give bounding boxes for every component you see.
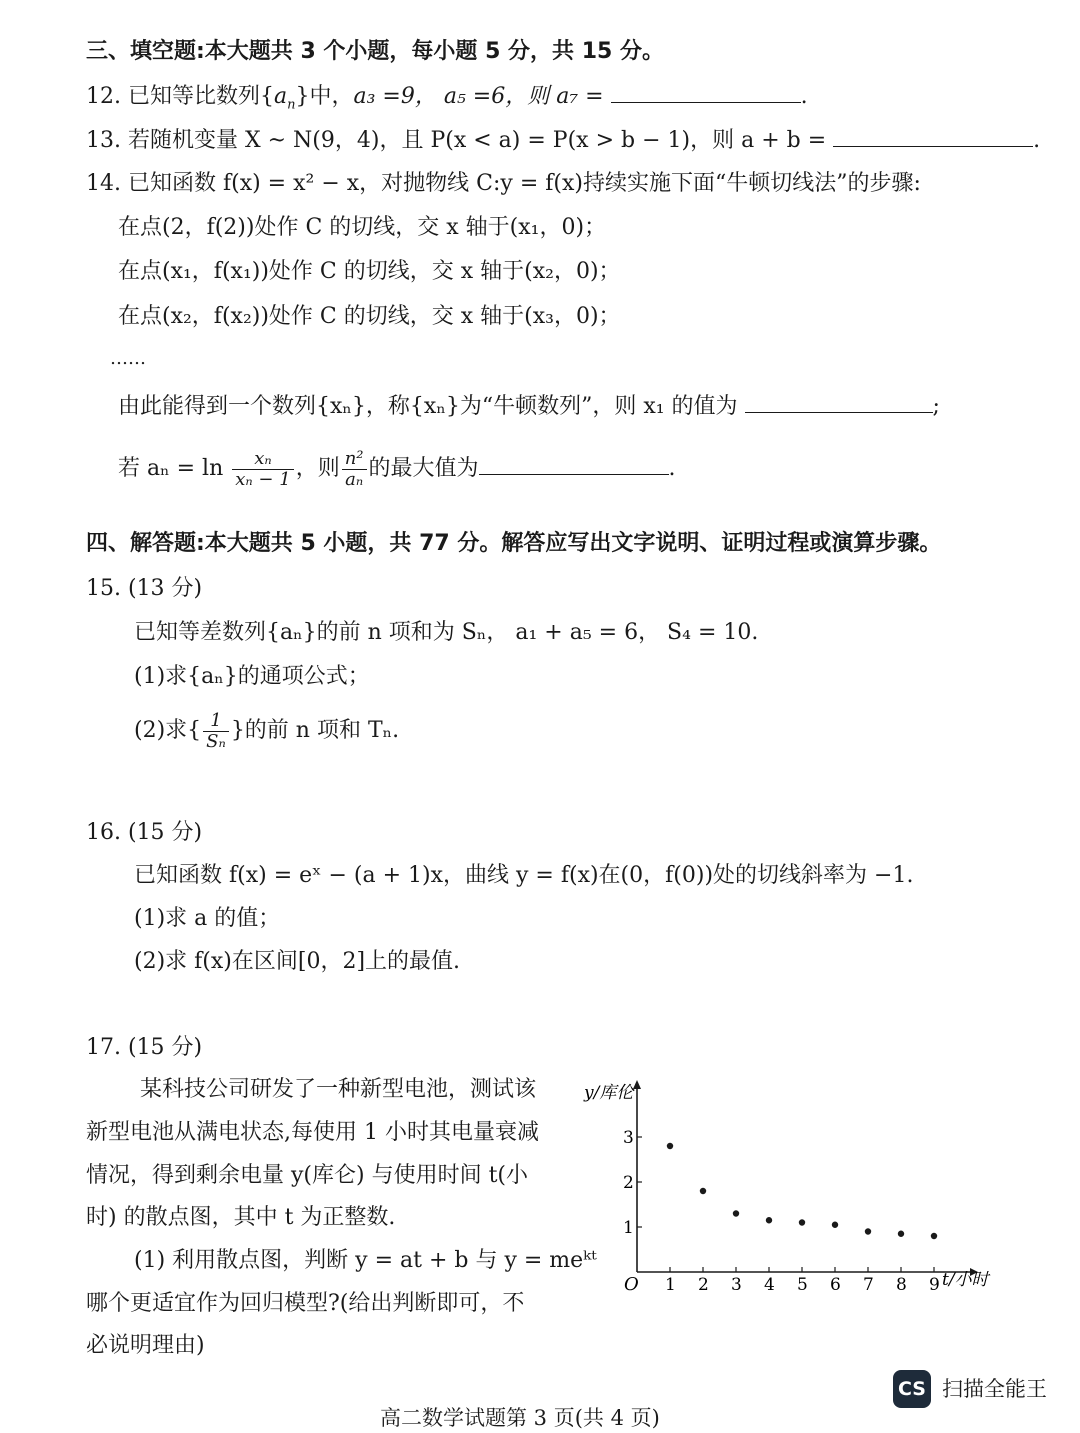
q13-text: 13. 若随机变量 X ~ N(9，4)，且 P(x < a) = P(x > b − 1)，则 a + b = xyxy=(86,128,827,153)
q12-n: n xyxy=(287,97,296,113)
q14-line7 xyxy=(118,446,676,492)
q15-line3-b: }的前 n 项和 Tₙ. xyxy=(230,718,400,743)
chart-marks xyxy=(623,1128,940,1295)
q17-line5: (1) 利用散点图，判断 y = at + b 与 y = meᵏᵗ xyxy=(134,1248,597,1273)
q15-line2: (1)求{aₙ}的通项公式； xyxy=(134,664,370,689)
q14-line7-a: 若 aₙ = ln xyxy=(118,456,224,481)
q15-head: 15. (13 分) xyxy=(86,576,203,601)
q14-line7-b: ，则 xyxy=(295,456,340,481)
x-tick-label: 5 xyxy=(797,1275,808,1295)
chart-axes xyxy=(633,1080,978,1276)
q13-answer-blank[interactable] xyxy=(833,126,1033,147)
q14-line6 xyxy=(118,392,940,421)
q12-condition: a₃ =9， a₅ =6，则 a₇ = xyxy=(353,84,604,109)
y-tick-label: 1 xyxy=(623,1218,634,1238)
x-tick-label: 2 xyxy=(698,1275,709,1295)
q14-line6-end: ; xyxy=(932,394,940,419)
q12-mid: }中， xyxy=(295,84,354,109)
q16-line1: 已知函数 f(x) = eˣ − (a + 1)x，曲线 y = f(x)在(0，f(0))处的切线斜率为 −1. xyxy=(134,863,914,888)
scatter-point xyxy=(733,1210,739,1216)
page-footer: 高二数学试题第 3 页(共 4 页) xyxy=(380,1406,660,1430)
q14-line7-c: 的最大值为 xyxy=(368,456,479,481)
x-axis-label: t/小时 xyxy=(942,1270,989,1290)
question-13 xyxy=(86,126,1040,155)
q15-frac-num: 1 xyxy=(203,711,229,732)
q13-end: . xyxy=(1033,128,1041,153)
q12-a: a xyxy=(273,84,288,109)
q17-line7: 必说明理由) xyxy=(86,1333,205,1358)
q16-line2: (1)求 a 的值； xyxy=(134,906,281,931)
section4-title: 四、解答题:本大题共 5 小题，共 77 分。解答应写出文字说明、证明过程或演算步骤。 xyxy=(86,531,942,556)
y-axis-label: y/库伦 xyxy=(584,1083,634,1103)
x-tick-label: 1 xyxy=(665,1275,676,1295)
y-tick-label: 2 xyxy=(623,1173,634,1193)
q14-line1: 14. 已知函数 f(x) = x² − x，对抛物线 C:y = f(x)持续实施下面“牛顿切线法”的步骤: xyxy=(86,171,921,196)
q15-fraction xyxy=(203,711,229,752)
x-tick-label: 7 xyxy=(863,1275,874,1295)
q14-fraction-1 xyxy=(232,449,293,490)
q14-fraction-2 xyxy=(342,449,367,490)
q17-line1: 某科技公司研发了一种新型电池，测试该 xyxy=(140,1077,537,1102)
scatter-point xyxy=(700,1188,706,1194)
q17-line4: 时) 的散点图，其中 t 为正整数. xyxy=(86,1205,396,1230)
scatter-point xyxy=(898,1231,904,1237)
q14-frac2-den: aₙ xyxy=(345,468,364,490)
q17-line2: 新型电池从满电状态,每使用 1 小时其电量衰减 xyxy=(86,1120,539,1145)
q12-prefix: 12. 已知等比数列{ xyxy=(86,84,274,109)
q12-end: . xyxy=(800,84,808,109)
x-tick-label: 9 xyxy=(929,1275,940,1295)
x-tick-label: 3 xyxy=(731,1275,742,1295)
scatter-point xyxy=(832,1222,838,1228)
q14-ellipsis: …… xyxy=(110,348,146,369)
q15-frac-den: Sₙ xyxy=(206,730,226,752)
q14-line7-end: . xyxy=(668,456,676,481)
question-12 xyxy=(86,82,808,119)
section3-title: 三、填空题:本大题共 3 个小题，每小题 5 分，共 15 分。 xyxy=(86,39,664,64)
x-tick-label: 4 xyxy=(764,1275,775,1295)
scatter-point xyxy=(931,1233,937,1239)
q14-frac1-den: xₙ − 1 xyxy=(235,468,291,490)
x-tick-label: 6 xyxy=(830,1275,841,1295)
x-tick-label: 8 xyxy=(896,1275,907,1295)
scatter-point xyxy=(667,1143,673,1149)
q16-line3: (2)求 f(x)在区间[0，2]上的最值. xyxy=(134,949,461,974)
q15-line3-a: (2)求{ xyxy=(134,718,202,743)
origin-label: O xyxy=(624,1274,639,1295)
scatter-point xyxy=(799,1219,805,1225)
scatter-point xyxy=(865,1228,871,1234)
q14-max-answer-blank[interactable] xyxy=(479,454,669,475)
q14-line3: 在点(x₁，f(x₁))处作 C 的切线，交 x 轴于(x₂，0)； xyxy=(118,259,621,284)
q14-line6-text: 由此能得到一个数列{xₙ}，称{xₙ}为“牛顿数列”，则 x₁ 的值为 xyxy=(118,394,738,419)
q17-line6: 哪个更适宜作为回归模型?(给出判断即可，不 xyxy=(86,1291,525,1316)
scatter-point xyxy=(766,1217,772,1223)
q14-line4: 在点(x₂，f(x₂))处作 C 的切线，交 x 轴于(x₃，0)； xyxy=(118,304,621,329)
q15-line3 xyxy=(134,708,399,754)
q14-line2: 在点(2，f(2))处作 C 的切线，交 x 轴于(x₁，0)； xyxy=(118,215,607,240)
q16-head: 16. (15 分) xyxy=(86,820,203,845)
q14-x1-answer-blank[interactable] xyxy=(745,392,933,413)
camscanner-logo-icon: CS xyxy=(893,1370,931,1408)
y-axis-arrow-icon xyxy=(633,1080,641,1089)
q12-answer-blank[interactable] xyxy=(611,82,801,103)
q17-line3: 情况，得到剩余电量 y(库仑) 与使用时间 t(小 xyxy=(86,1163,528,1188)
y-tick-label: 3 xyxy=(623,1128,634,1148)
q15-line1: 已知等差数列{aₙ}的前 n 项和为 Sₙ， a₁ + a₅ = 6， S₄ = 10. xyxy=(134,620,759,645)
watermark-text: 扫描全能王 xyxy=(942,1377,1047,1401)
q14-frac1-num: xₙ xyxy=(232,449,293,470)
q14-frac2-num: n² xyxy=(342,449,367,470)
q17-head: 17. (15 分) xyxy=(86,1035,203,1060)
scatter-chart xyxy=(580,1070,1000,1310)
